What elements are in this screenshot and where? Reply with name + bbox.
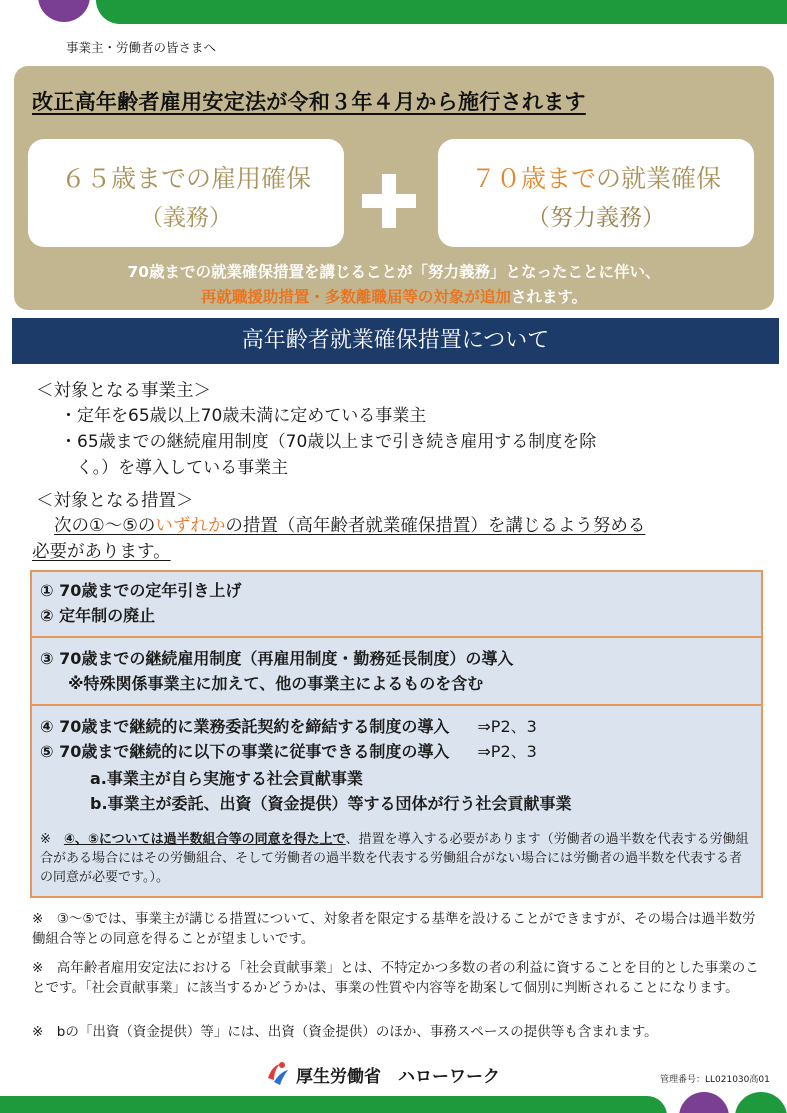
green-band-decoration: [0, 1096, 667, 1113]
footnote: ※ ③～⑤では、事業主が講じる措置について、対象者を限定する基準を設けることができますが、その場合は過半数労働組合等との同意を得ることが望ましいです。: [32, 911, 756, 947]
plus-icon: [362, 174, 416, 228]
announcement-box: [14, 66, 774, 310]
announcement-note-rest: されます。: [510, 288, 588, 306]
page-ref: ⇒P2、3: [477, 742, 537, 761]
measure-item: ② 定年制の廃止: [40, 606, 156, 625]
target-employers-heading: ＜対象となる事業主＞: [36, 381, 211, 401]
target-employer-item: ・定年を65歳以上70歳未満に定めている事業主: [60, 406, 427, 426]
work-effort-accent: ７０歳まで: [470, 164, 596, 193]
announcement-note: [14, 260, 774, 310]
work-effort-line2: （努力義務）: [527, 205, 665, 231]
footer-org: 厚生労働省 ハローワーク: [296, 1067, 500, 1087]
footer-logo: [262, 1056, 522, 1090]
intro-accent: いずれか: [155, 516, 226, 536]
intro-before: 次の①～⑤の: [54, 516, 156, 536]
purple-circle-decoration: [679, 1092, 729, 1113]
audience-label: 事業主・労働者の皆さまへ: [66, 40, 217, 55]
target-employer-item: ・65歳までの継続雇用制度（70歳以上まで引き続き雇用する制度を除: [60, 432, 597, 452]
measure-sub-item: a.事業主が自ら実施する社会貢献事業: [90, 769, 363, 788]
measures-box: [30, 570, 763, 898]
measure-item-note: ※特殊関係事業主に加えて、他の事業主によるものを含む: [68, 674, 484, 693]
announcement-note-accent: 再就職援助措置・多数離職届等の対象が追加: [200, 288, 511, 306]
section-title: 高年齢者就業確保措置について: [12, 318, 779, 364]
top-decoration: [0, 0, 787, 26]
work-effort-box: [438, 139, 754, 247]
purple-circle-decoration: [38, 0, 90, 22]
green-circle-decoration: [735, 1092, 787, 1113]
measures-note-rest: 、措置を導入する必要があります（労働者の過半数を代表する労働組合がある場合にはその労働組合、そして労働者の過半数を代表する労働組合がない場合には労働者の過半数を代表する者の同意が必要です。）。: [40, 832, 749, 885]
bottom-decoration: [0, 1092, 787, 1113]
measure-item: ④ 70歳まで継続的に業務委託契約を締結する制度の導入 ⇒P2、3: [40, 717, 537, 736]
intro-after: の措置（高年齢者就業確保措置）を講じるよう努める: [225, 516, 646, 536]
page-ref: ⇒P2、3: [477, 717, 537, 736]
measures-note: ※ ④、⑤については過半数組合等の同意を得た上で、措置を導入する必要があります（労働者の過半数を代表する労働組合がある場合にはその労働組合、そして労働者の過半数を代表する労働組合がない場合には労働者の過半数を代表する者の同意が必要です。）。: [40, 832, 749, 885]
mhlw-logo-icon: [262, 1058, 292, 1088]
measure-item: ① 70歳までの定年引き上げ: [40, 581, 242, 600]
measure-item: ⑤ 70歳まで継続的に以下の事業に従事できる制度の導入 ⇒P2、3: [40, 742, 537, 761]
target-measures-heading: ＜対象となる措置＞: [36, 491, 194, 511]
measures-row-2: [32, 638, 761, 706]
measures-row-1: [32, 572, 761, 638]
measure-sub-item: b.事業主が委託、出資（資金提供）等する団体が行う社会貢献事業: [90, 794, 572, 813]
footnote: ※ 高年齢者雇用安定法における「社会貢献事業」とは、不特定かつ多数の者の利益に資することを目的とした事業のことです。「社会貢献事業」に該当するかどうかは、事業の性質や内容等を勘案して個別に判断されることになります。: [32, 960, 759, 996]
target-measures-intro: [32, 513, 782, 565]
employment-obligation-line1: ６５歳までの雇用確保: [60, 164, 311, 193]
employment-obligation-box: [28, 139, 344, 247]
intro-line2: 必要があります。: [32, 542, 171, 562]
target-employer-item-cont: く。）を導入している事業主: [76, 458, 289, 478]
green-band-decoration: [96, 0, 787, 24]
footnote: ※ bの「出資（資金提供）等」には、出資（資金提供）のほか、事務スペースの提供等も含まれます。: [32, 1024, 658, 1040]
measure-item: ③ 70歳までの継続雇用制度（再雇用制度・勤務延長制度）の導入: [40, 649, 514, 668]
measures-note-strong: ④、⑤については過半数組合等の同意を得た上で: [63, 832, 346, 847]
management-number: 管理番号：LL021030高01: [660, 1075, 770, 1085]
announcement-title: 改正高年齢者雇用安定法が令和３年４月から施行されます: [32, 90, 586, 114]
announcement-note-line1: 70歳までの就業確保措置を講じることが「努力義務」となったことに伴い、: [127, 263, 661, 281]
work-effort-rest: の就業確保: [596, 164, 722, 193]
employment-obligation-line2: （義務）: [140, 205, 232, 231]
